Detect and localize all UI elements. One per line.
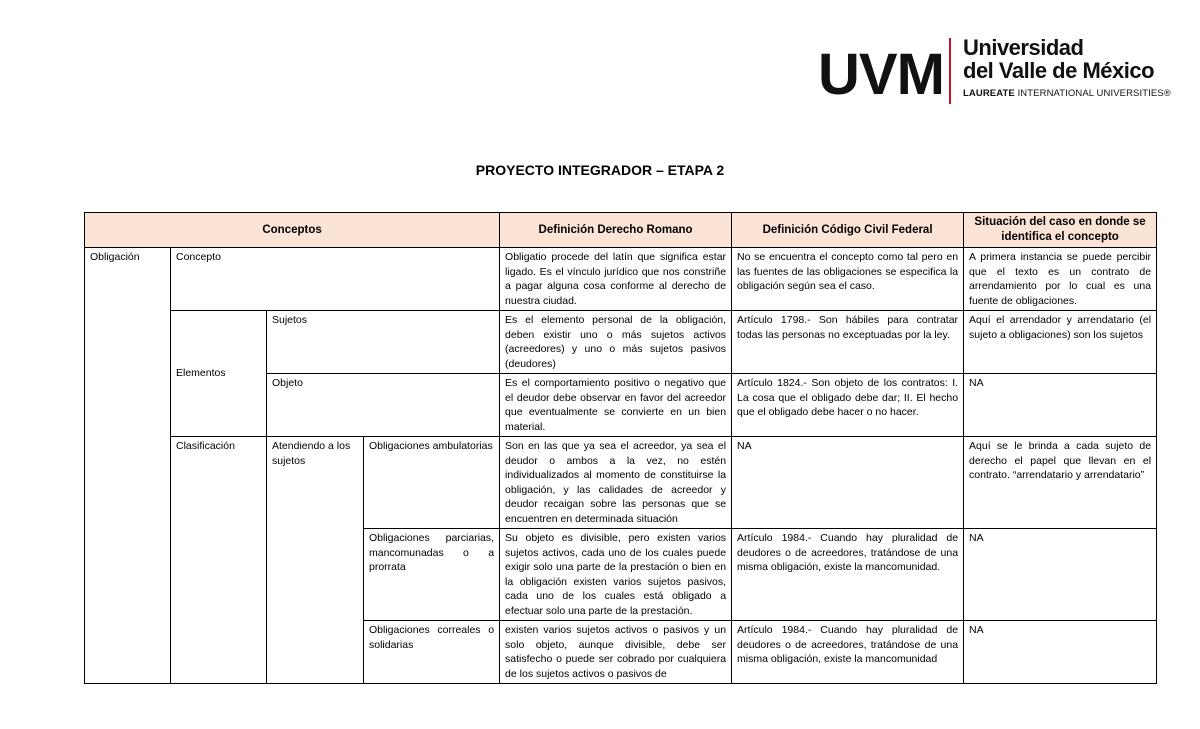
ambulatorias-label: Obligaciones ambulatorias [364,437,500,529]
objeto-romano: Es el comportamiento positivo o negativo que el deudor debe observar en favor del acreedor que eventualmente se convierte en un bien material. [500,374,732,437]
table-row [85,248,1157,311]
clasificacion-cell: Clasificación [171,437,267,684]
correales-romano: existen varios sujetos activos o pasivos y un solo objeto, aunque divisible, debe ser satisfecho o puede ser cobrado por cualquiera de los sujetos activos o pasivos de [500,621,732,684]
sujetos-romano: Es el elemento personal de la obligación, deben existir uno o más sujetos activos (acreedores) y uno o más sujetos pasivos (deudores) [500,311,732,374]
header-situacion: Situación del caso en donde se identifica el concepto [964,213,1157,248]
ambulatorias-civil: NA [732,437,964,529]
correales-civil: Artículo 1984.- Cuando hay pluralidad de deudores o de acreedores, tratándose de una misma obligación, existe la mancomunidad [732,621,964,684]
objeto-situacion: NA [964,374,1157,437]
logo-line-3 [963,88,1171,99]
header-romano: Definición Derecho Romano [500,213,732,248]
objeto-label: Objeto [267,374,500,437]
ambulatorias-romano: Son en las que ya sea el acreedor, ya sea el deudor o ambos a la vez, no estén individualizados al momento de constituirse la obligación, y las calidades de acreedor y deudor recaigan sobre las personas que se encuentren en determinada situación [500,437,732,529]
logo-line-2: del Valle de México [963,58,1155,83]
ambulatorias-situacion: Aquí se le brinda a cada sujeto de derecho el papel que llevan en el contrato. “arrendatario y arrendatario” [964,437,1157,529]
header-civil: Definición Código Civil Federal [732,213,964,248]
concepto-situacion: A primera instancia se puede percibir que el texto es un contrato de arrendamiento por lo cual es una fuente de obligaciones. [964,248,1157,311]
table-row [85,437,1157,529]
logo-line-1: Universidad [963,35,1084,60]
header-row [85,213,1157,248]
atendiendo-cell: Atendiendo a los sujetos [267,437,364,684]
concepto-romano: Obligatio procede del latín que significa estar ligado. Es el vínculo jurídico que nos constriñe a pagar alguna cosa conforme al derecho de nuestra ciudad. [500,248,732,311]
correales-situacion: NA [964,621,1157,684]
logo-wordmark [963,36,1171,99]
sujetos-situacion: Aquí el arrendador y arrendatario (el sujeto a obligaciones) son los sujetos [964,311,1157,374]
obligacion-cell: Obligación [85,248,171,684]
concepts-table [84,212,1157,684]
sujetos-label: Sujetos [267,311,500,374]
logo-divider [949,38,951,104]
parciarias-label: Obligaciones parciarias, mancomunadas o a prorrata [364,529,500,621]
parciarias-civil: Artículo 1984.- Cuando hay pluralidad de deudores o de acreedores, tratándose de una misma obligación, existe la mancomunidad. [732,529,964,621]
correales-label: Obligaciones correales o solidarias [364,621,500,684]
logo-mark: UVM [818,42,944,107]
concepto-label: Concepto [171,248,500,311]
objeto-civil: Artículo 1824.- Son objeto de los contratos: I. La cosa que el obligado debe dar; II. El hecho que el obligado debe hacer o no hacer. [732,374,964,437]
logo-laureate: LAUREATE [963,88,1015,99]
parciarias-situacion: NA [964,529,1157,621]
sujetos-civil: Artículo 1798.- Son hábiles para contratar todas las personas no exceptuadas por la ley. [732,311,964,374]
parciarias-romano: Su objeto es divisible, pero existen varios sujetos activos, cada uno de los cuales puede exigir solo una parte de la prestación o bien en la obligación existen varios sujetos pasivos, cada uno de los cuales está obligado a efectuar solo una parte de la prestación. [500,529,732,621]
page-title: PROYECTO INTEGRADOR – ETAPA 2 [475,162,725,178]
table-row [85,311,1157,374]
logo-intl: INTERNATIONAL UNIVERSITIES® [1014,88,1171,99]
concepto-civil: No se encuentra el concepto como tal pero en las fuentes de las obligaciones se especifica la obligación según sea el caso. [732,248,964,311]
header-conceptos: Conceptos [85,213,500,248]
elementos-cell: Elementos [171,311,267,437]
